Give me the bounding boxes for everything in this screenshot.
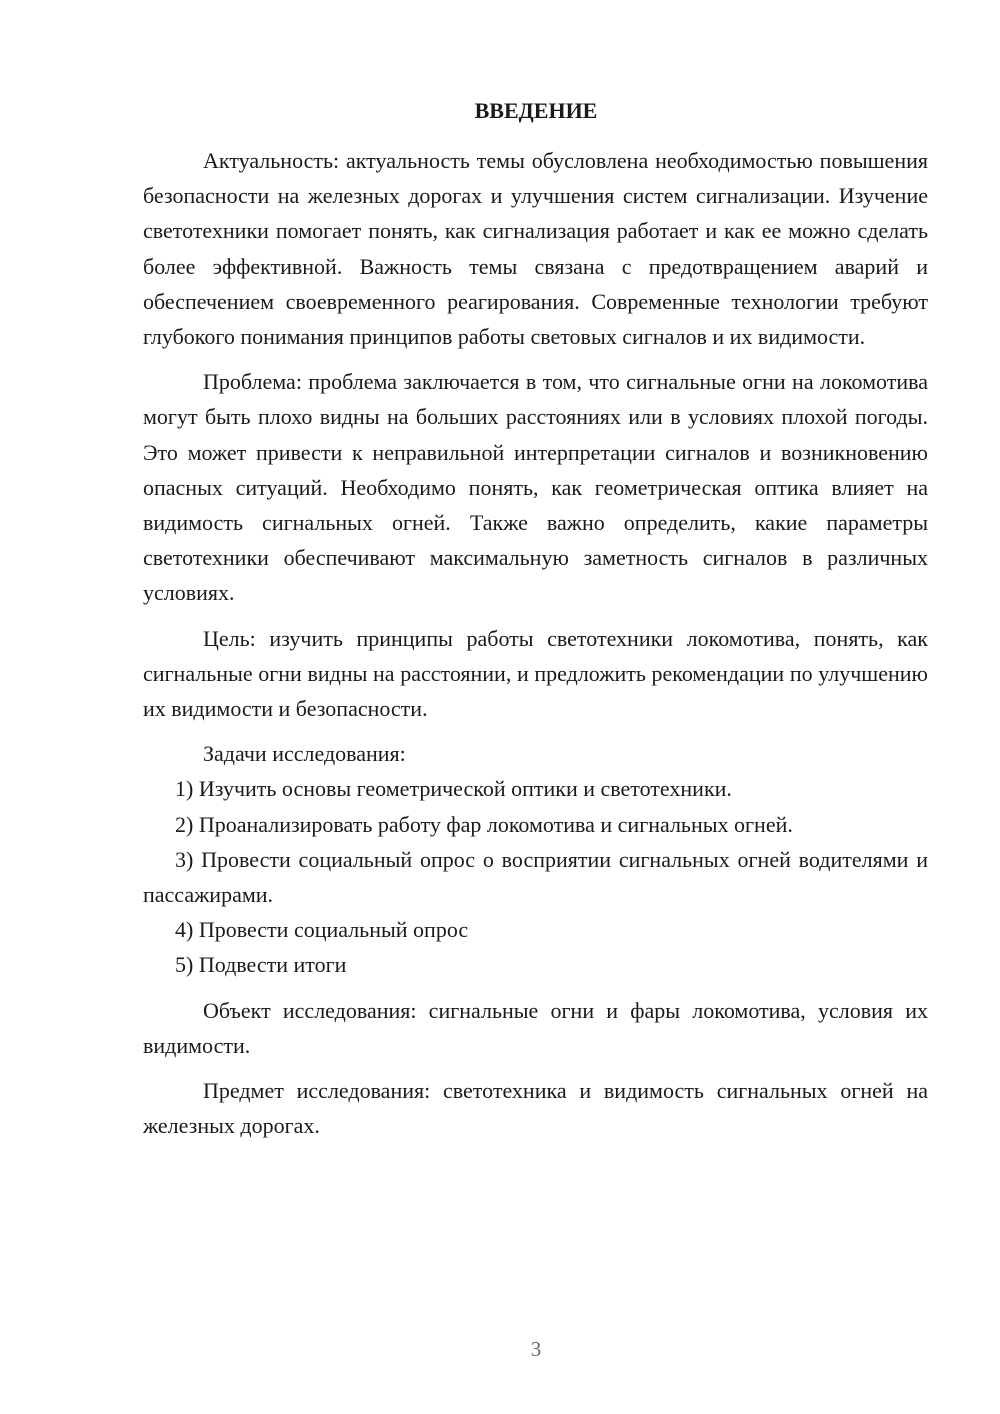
problem-paragraph: Проблема: проблема заключается в том, что сигнальные огни на локомотива могут быть плохо видны на больших расстояниях или в условиях плохой погоды. Это может привести к неправильной интерпретации сигналов и возникновению опасных ситуаций. Необходимо понять, как геометрическая оптика влияет на видимость сигнальных огней. Также важно определить, какие параметры светотехники обеспечивают максимальную заметность сигналов в различных условиях. <box>143 369 928 606</box>
task-item-3: 3) Провести социальный опрос о восприятии сигнальных огней водителями и пассажирами. <box>143 846 928 908</box>
object-paragraph: Объект исследования: сигнальные огни и фары локомотива, условия их видимости. <box>143 997 928 1058</box>
task-item-4: 4) Провести социальный опрос <box>175 917 469 943</box>
relevance-paragraph: Актуальность: актуальность темы обусловлена необходимостью повышения безопасности на железных дорогах и улучшения систем сигнализации. Изучение светотехники помогает понять, как сигнализация работает и как ее можно сделать более эффективной. Важность темы связана с предотвращением аварий и обеспечением своевременного реагирования. Современные технологии требуют глубокого понимания принципов работы световых сигналов и их видимости. <box>143 148 928 350</box>
task-item-1: 1) Изучить основы геометрической оптики и светотехники. <box>175 776 732 802</box>
tasks-title: Задачи исследования: <box>203 741 406 767</box>
task-item-2: 2) Проанализировать работу фар локомотива и сигнальных огней. <box>175 811 793 837</box>
page-title: ВВЕДЕНИЕ <box>474 98 598 123</box>
goal-paragraph: Цель: изучить принципы работы светотехники локомотива, понять, как сигнальные огни видны на расстоянии, и предложить рекомендации по улучшению их видимости и безопасности. <box>143 625 928 722</box>
task-item-5: 5) Подвести итоги <box>175 952 347 978</box>
subject-paragraph: Предмет исследования: светотехника и видимость сигнальных огней на железных дорогах. <box>143 1078 928 1139</box>
page-number: 3 <box>530 1337 542 1361</box>
document-body <box>143 143 928 1143</box>
